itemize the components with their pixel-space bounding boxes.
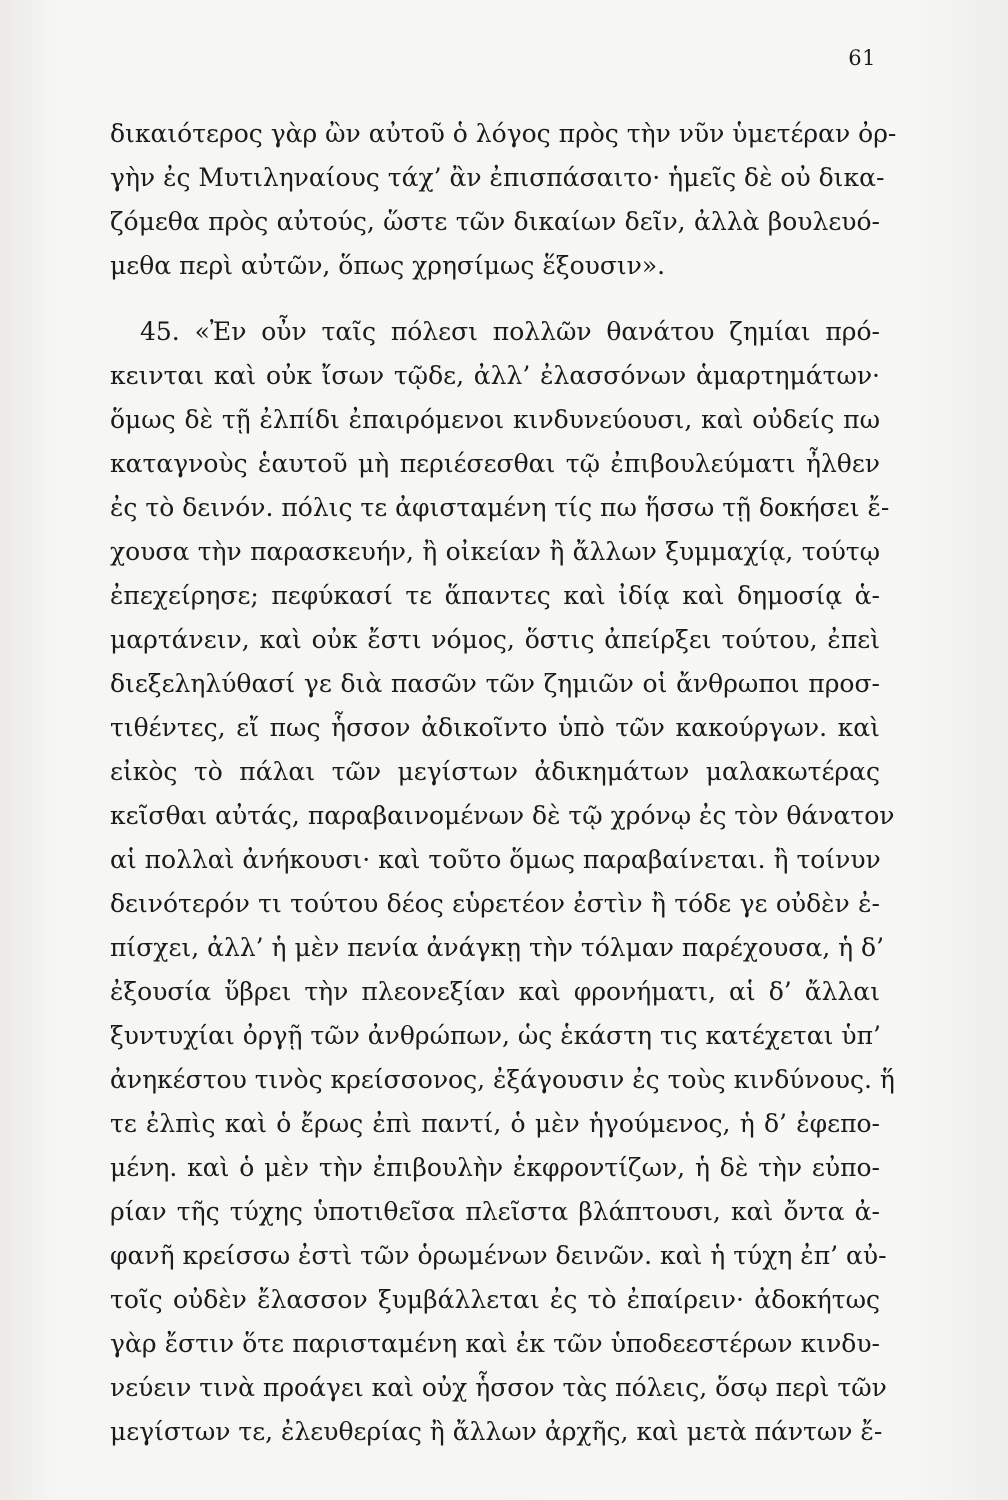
text-line: μένη. καὶ ὁ μὲν τὴν ἐπιβουλὴν ἐκφροντίζων, ἡ δὲ τὴν εὐπο- xyxy=(110,1153,880,1182)
text-line: τοῖς οὐδὲν ἔλασσον ξυμβάλλεται ἐς τὸ ἐπαίρειν· ἀδοκήτως xyxy=(110,1285,880,1314)
text-line: ζόμεθα πρὸς αὐτούς, ὥστε τῶν δικαίων δεῖν, ἀλλὰ βουλευό- xyxy=(110,207,880,236)
text-line: χουσα τὴν παρασκευήν, ἢ οἰκείαν ἢ ἄλλων ξυμμαχίᾳ, τούτῳ xyxy=(110,537,880,566)
text-line: ἐς τὸ δεινόν. πόλις τε ἀφισταμένη τίς πω ἥσσω τῇ δοκήσει ἔ- xyxy=(110,493,890,522)
paragraph-45 xyxy=(110,310,895,1454)
text-line: ὅμως δὲ τῇ ἐλπίδι ἐπαιρόμενοι κινδυνεύουσι, καὶ οὐδείς πω xyxy=(110,405,880,434)
text-line: δικαιότερος γὰρ ὢν αὐτοῦ ὁ λόγος πρὸς τὴν νῦν ὑμετέραν ὀρ- xyxy=(110,119,897,148)
paragraph-gap xyxy=(110,288,880,310)
text-line: μαρτάνειν, καὶ οὐκ ἔστι νόμος, ὅστις ἀπείρξει τούτου, ἐπεὶ xyxy=(110,625,880,654)
text-line: κεινται καὶ οὐκ ἴσων τῷδε, ἀλλ’ ἐλασσόνων ἁμαρτημάτων· xyxy=(110,361,880,390)
text-line: ἀνηκέστου τινὸς κρείσσονος, ἐξάγουσιν ἐς τοὺς κινδύνους. ἥ xyxy=(110,1065,895,1094)
text-line: ξυντυχίαι ὀργῇ τῶν ἀνθρώπων, ὡς ἑκάστη τις κατέχεται ὑπ’ xyxy=(110,1021,881,1050)
text-line: καταγνοὺς ἑαυτοῦ μὴ περιέσεσθαι τῷ ἐπιβουλεύματι ἦλθεν xyxy=(110,449,880,478)
text-line: τιθέντες, εἴ πως ἧσσον ἀδικοῖντο ὑπὸ τῶν κακούργων. καὶ xyxy=(110,713,880,742)
text-line: πίσχει, ἀλλ’ ἡ μὲν πενία ἀνάγκῃ τὴν τόλμαν παρέχουσα, ἡ δ’ xyxy=(110,933,885,962)
text-line: αἱ πολλαὶ ἀνήκουσι· καὶ τοῦτο ὅμως παραβαίνεται. ἢ τοίνυν xyxy=(110,845,881,874)
text-line: τε ἐλπὶς καὶ ὁ ἔρως ἐπὶ παντί, ὁ μὲν ἡγούμενος, ἡ δ’ ἐφεπο- xyxy=(110,1109,880,1138)
page-number: 61 xyxy=(848,46,876,70)
text-line: δεινότερόν τι τούτου δέος εὑρετέον ἐστὶν ἢ τόδε γε οὐδὲν ἐ- xyxy=(110,889,880,918)
text-line: 45. «Ἐν οὖν ταῖς πόλεσι πολλῶν θανάτου ζημίαι πρό- xyxy=(140,317,880,346)
body-text xyxy=(110,112,897,1454)
text-line: κεῖσθαι αὐτάς, παραβαινομένων δὲ τῷ χρόνῳ ἐς τὸν θάνατον xyxy=(110,801,895,830)
text-line: γὰρ ἔστιν ὅτε παρισταμένη καὶ ἐκ τῶν ὑποδεεστέρων κινδυ- xyxy=(110,1329,880,1358)
text-line: ρίαν τῆς τύχης ὑποτιθεῖσα πλεῖστα βλάπτουσι, καὶ ὄντα ἀ- xyxy=(110,1197,880,1226)
paragraph-1 xyxy=(110,112,897,288)
text-line: γὴν ἐς Μυτιληναίους τάχ’ ἂν ἐπισπάσαιτο· ἡμεῖς δὲ οὐ δικα- xyxy=(110,163,885,192)
text-line: νεύειν τινὰ προάγει καὶ οὐχ ἧσσον τὰς πόλεις, ὅσῳ περὶ τῶν xyxy=(110,1373,887,1402)
text-line: φανῆ κρείσσω ἐστὶ τῶν ὁρωμένων δεινῶν. καὶ ἡ τύχη ἐπ’ αὐ- xyxy=(110,1241,887,1270)
text-line: ἐξουσία ὕβρει τὴν πλεονεξίαν καὶ φρονήματι, αἱ δ’ ἄλλαι xyxy=(110,977,880,1006)
text-line: διεξεληλύθασί γε διὰ πασῶν τῶν ζημιῶν οἱ ἄνθρωποι προσ- xyxy=(110,669,880,698)
text-line: μεθα περὶ αὐτῶν, ὅπως χρησίμως ἕξουσιν». xyxy=(110,251,666,280)
text-line: εἰκὸς τὸ πάλαι τῶν μεγίστων ἀδικημάτων μαλακωτέρας xyxy=(110,757,880,786)
text-line: μεγίστων τε, ἐλευθερίας ἢ ἄλλων ἀρχῆς, καὶ μετὰ πάντων ἔ- xyxy=(110,1417,883,1446)
text-line: ἐπεχείρησε; πεφύκασί τε ἅπαντες καὶ ἰδίᾳ καὶ δημοσίᾳ ἁ- xyxy=(110,581,880,610)
